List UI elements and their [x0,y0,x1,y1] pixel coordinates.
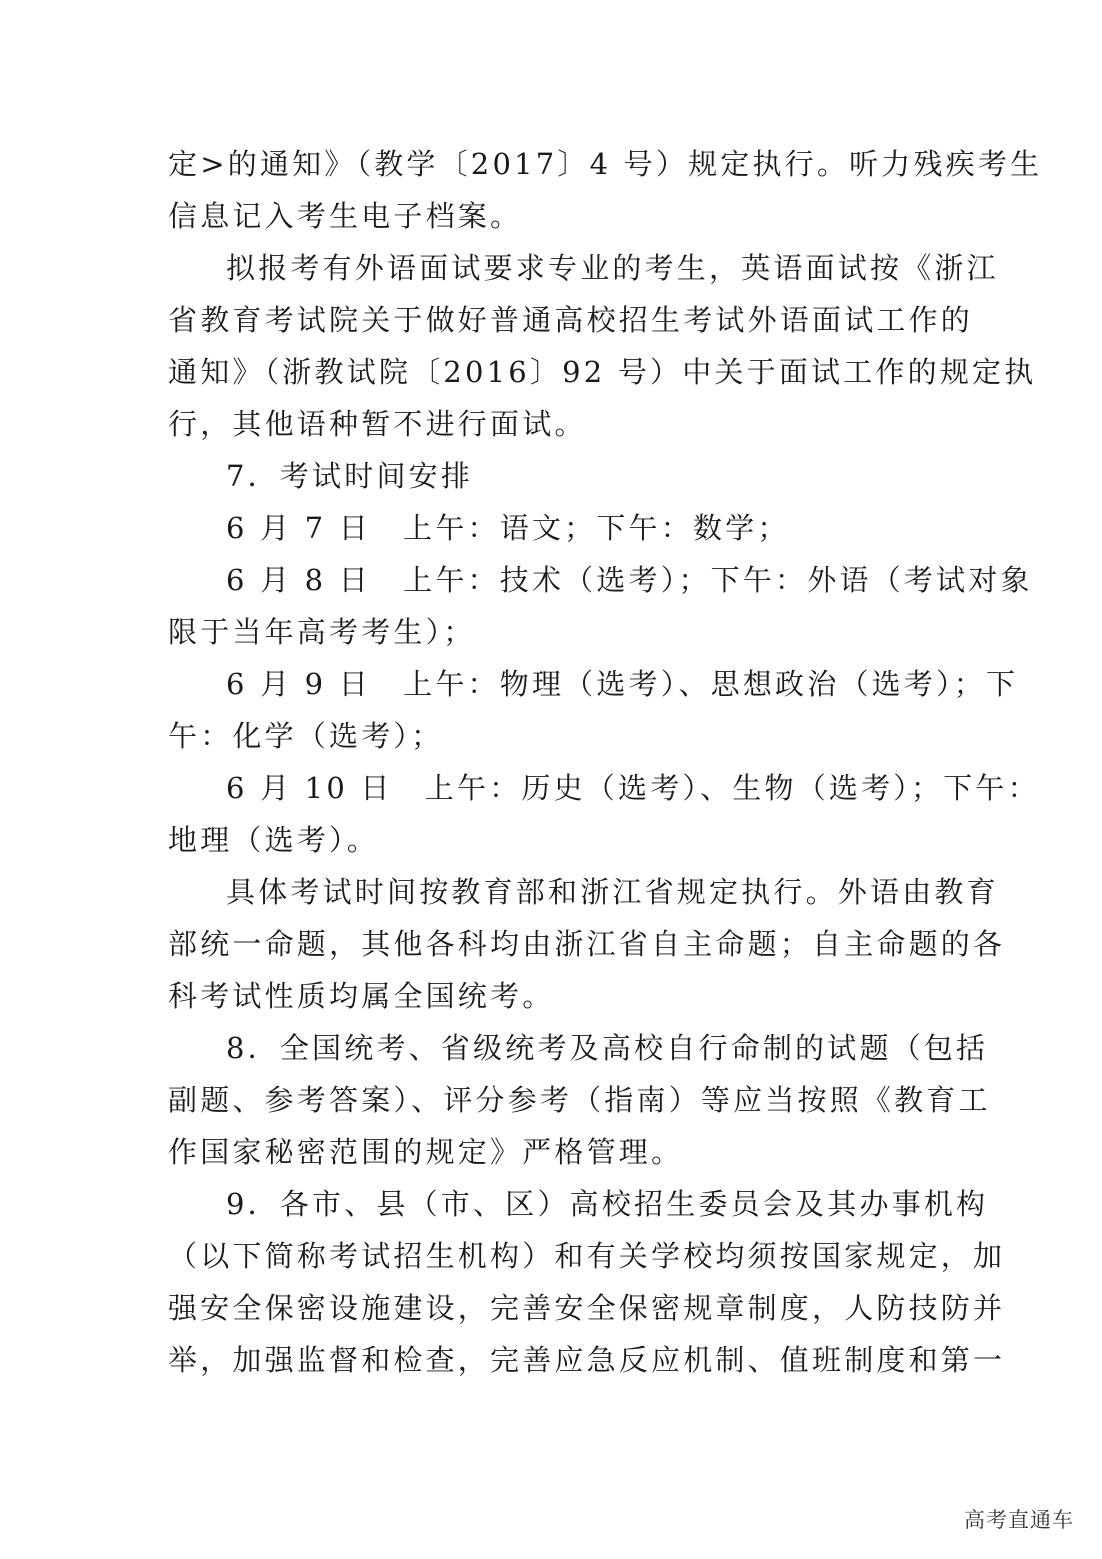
paragraph-start-line: 具体考试时间按教育部和浙江省规定执行。外语由教育 [226,875,999,909]
text-line: 部统一命题，其他各科均由浙江省自主命题；自主命题的各 [168,927,1006,961]
schedule-line: 6 月 7 日 上午：语文；下午：数学； [226,511,790,545]
paragraph-start-line: 8．全国统考、省级统考及高校自行命制的试题（包括 [226,1031,989,1065]
text-line: 限于当年高考考生）； [168,615,476,649]
schedule-line: 6 月 10 日 上午：历史（选考）、生物（选考）；下午： [226,771,1040,805]
text-line: 作国家秘密范围的规定》严格管理。 [168,1135,684,1169]
text-line: （以下简称考试招生机构）和有关学校均须按国家规定，加 [168,1239,1006,1273]
text-line: 午：化学（选考）； [168,719,444,753]
watermark: 高考直通车 [964,1508,1074,1532]
text-line: 副题、参考答案）、评分参考（指南）等应当按照《教育工 [168,1083,991,1117]
text-line: 举，加强监督和检查，完善应急反应机制、值班制度和第一 [168,1343,1006,1377]
paragraph-start-line: 9．各市、县（市、区）高校招生委员会及其办事机构 [226,1187,989,1221]
section-heading: 7．考试时间安排 [226,459,474,493]
text-line: 行，其他语种暂不进行面试。 [168,407,587,441]
text-line: 强安全保密设施建设，完善安全保密规章制度，人防技防并 [168,1291,1006,1325]
text-line: 定>的通知》（教学〔2017〕4 号）规定执行。听力残疾考生 [168,147,1043,181]
schedule-line: 6 月 9 日 上午：物理（选考）、思想政治（选考）；下 [226,667,1019,701]
text-line: 信息记入考生电子档案。 [168,199,523,233]
text-line: 省教育考试院关于做好普通高校招生考试外语面试工作的 [168,303,974,337]
text-line: 地理（选考）。 [168,823,379,857]
paragraph-start-line: 拟报考有外语面试要求专业的考生，英语面试按《浙江 [226,251,999,285]
text-line: 通知》（浙教试院〔2016〕92 号）中关于面试工作的规定执 [168,355,1037,389]
text-line: 科考试性质均属全国统考。 [168,979,555,1013]
schedule-line: 6 月 8 日 上午：技术（选考）；下午：外语（考试对象 [226,563,1033,597]
